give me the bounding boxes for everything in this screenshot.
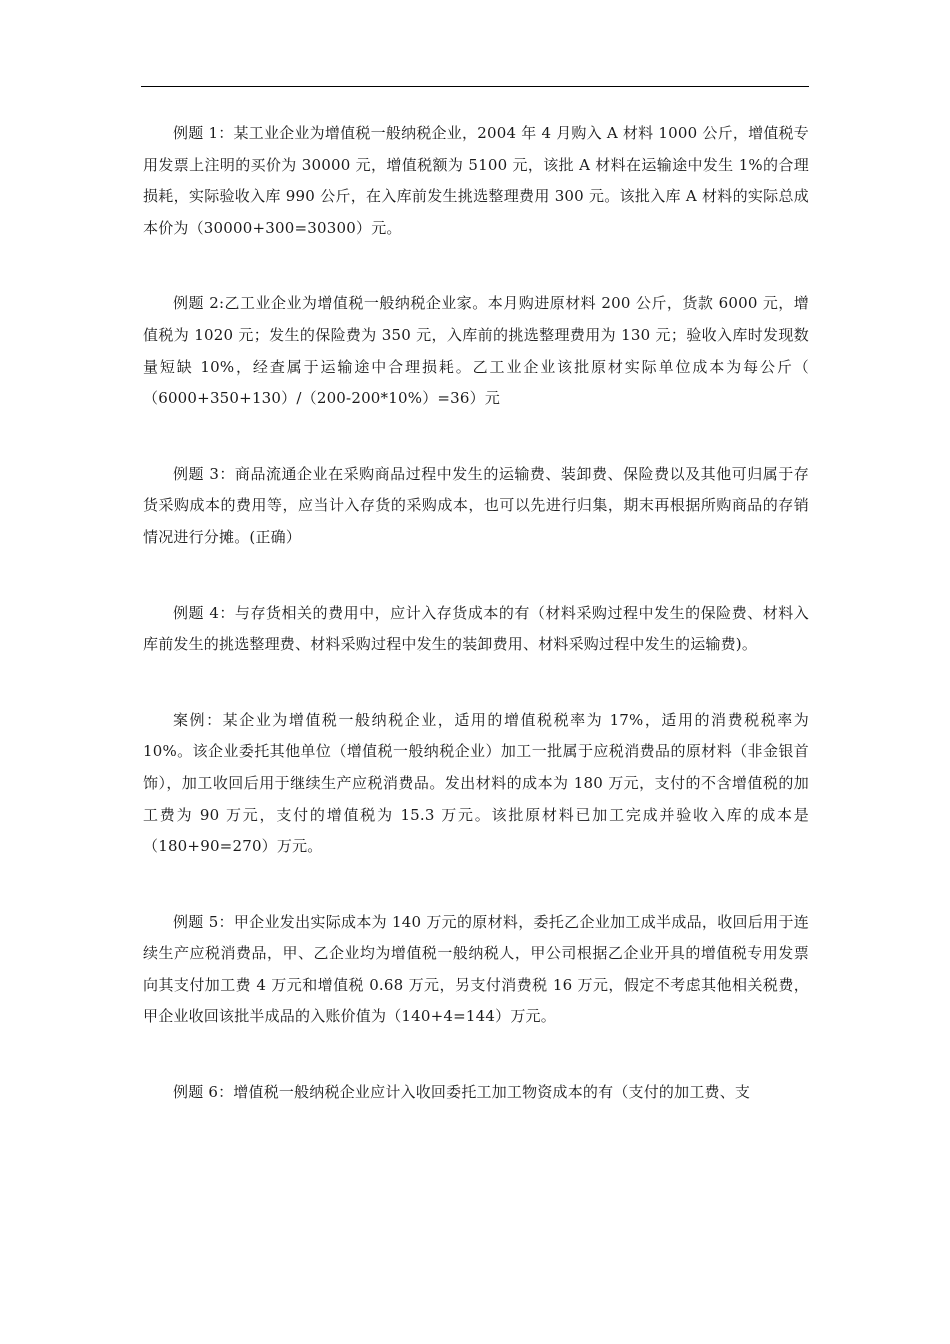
header-rule [141, 86, 809, 87]
document-body [143, 118, 809, 1109]
paragraph-example-3: 例题 3：商品流通企业在采购商品过程中发生的运输费、装卸费、保险费以及其他可归属于存货采购成本的费用等，应当计入存货的采购成本，也可以先进行归集，期末再根据所购商品的存销情况进行分摊。(正确） [143, 464, 809, 546]
paragraph-example-6: 例题 6：增值税一般纳税企业应计入收回委托工加工物资成本的有（支付的加工费、支 [173, 1083, 751, 1102]
paragraph-example-5: 例题 5：甲企业发出实际成本为 140 万元的原材料，委托乙企业加工成半成品，收回后用于连续生产应税消费品，甲、乙企业均为增值税一般纳税人，甲公司根据乙企业开具的增值税专用发票向其支付加工费 4 万元和增值税 0.68 万元，另支付消费税 16 万元，假定不考虑其他相关税费，甲企业收回该批半成品的入账价值为（140+4=144）万元。 [143, 912, 809, 1026]
paragraph-example-1: 例题 1：某工业企业为增值税一般纳税企业，2004 年 4 月购入 A 材料 1000 公斤，增值税专用发票上注明的买价为 30000 元，增值税额为 5100 元，该批 A 材料在运输途中发生 1%的合理损耗，实际验收入库 990 公斤，在入库前发生挑选整理费用 300 元。该批入库 A 材料的实际总成本价为（30000+300=30300）元。 [143, 124, 809, 237]
paragraph-case: 案例：某企业为增值税一般纳税企业，适用的增值税税率为 17%，适用的消费税税率为 10%。该企业委托其他单位（增值税一般纳税企业）加工一批属于应税消费品的原材料（非金银首饰），加工收回后用于继续生产应税消费品。发出材料的成本为 180 万元，支付的不含增值税的加工费为 90 万元，支付的增值税为 15.3 万元。该批原材料已加工完成并验收入库的成本是（180+90=270）万元。 [143, 710, 809, 856]
paragraph-example-4: 例题 4：与存货相关的费用中，应计入存货成本的有（材料采购过程中发生的保险费、材料入库前发生的挑选整理费、材料采购过程中发生的装卸费用、材料采购过程中发生的运输费)。 [143, 603, 809, 654]
paragraph-example-2: 例题 2:乙工业企业为增值税一般纳税企业家。本月购进原材料 200 公斤，货款 6000 元，增值税为 1020 元；发生的保险费为 350 元，入库前的挑选整理费用为 130 元；验收入库时发现数量短缺 10%，经查属于运输途中合理损耗。乙工业企业该批原材实际单位成本为每公斤（ （6000+350+130）/（200-200*10%）=36）元 [143, 294, 809, 408]
